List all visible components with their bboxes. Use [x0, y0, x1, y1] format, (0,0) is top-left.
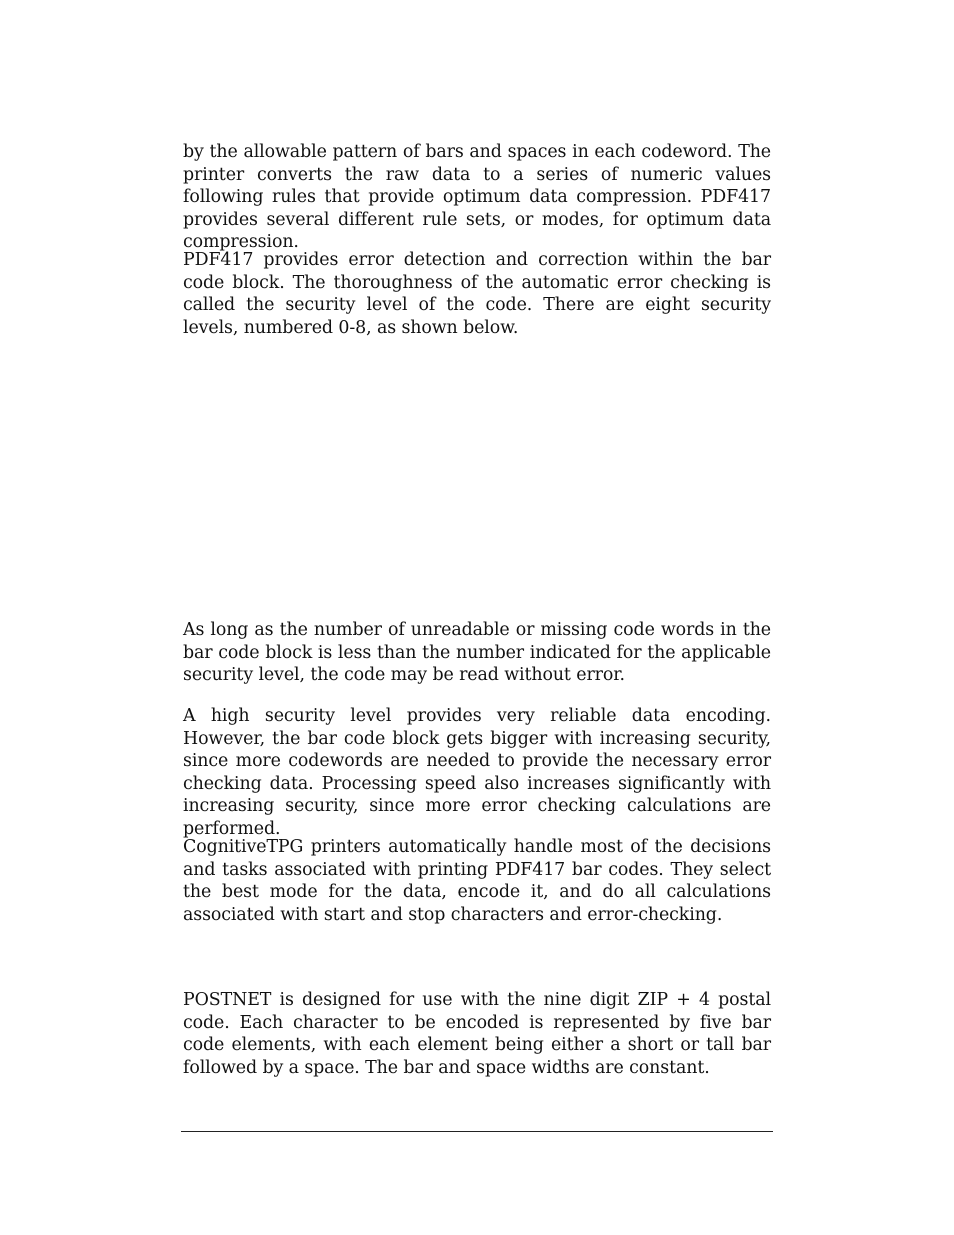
paragraph-pdf417-security-levels: PDF417 provides error detection and correction within the bar code block. The thoroughness of the automatic error checking is called the security level of the code. There are eight security levels, numbered 0-8, as shown below.	[183, 250, 771, 338]
paragraph-cognitivetpg-printers: CognitiveTPG printers automatically handle most of the decisions and tasks associated with printing PDF417 bar codes. They select the best mode for the data, encode it, and do all calculations associated with start and stop characters and error-checking.	[183, 837, 771, 925]
paragraph-postnet: POSTNET is designed for use with the nine digit ZIP + 4 postal code. Each character to be encoded is represented by five bar code elements, with each element being either a short or tall bar followed by a space. The bar and space widths are constant.	[183, 990, 771, 1078]
footer-divider	[181, 1131, 773, 1132]
paragraph-pdf417-compression: by the allowable pattern of bars and spaces in each codeword. The printer converts the raw data to a series of numeric values following rules that provide optimum data compression. PDF417 provides several different rule sets, or modes, for optimum data compression.	[183, 142, 771, 253]
paragraph-unreadable-codewords: As long as the number of unreadable or missing code words in the bar code block is less than the number indicated for the applicable security level, the code may be read without error.	[183, 620, 771, 686]
paragraph-high-security-level: A high security level provides very reliable data encoding. However, the bar code block gets bigger with increasing security, since more codewords are needed to provide the necessary error checking data. Processing speed also increases significantly with increasing security, since more error checking calculations are performed.	[183, 706, 771, 839]
